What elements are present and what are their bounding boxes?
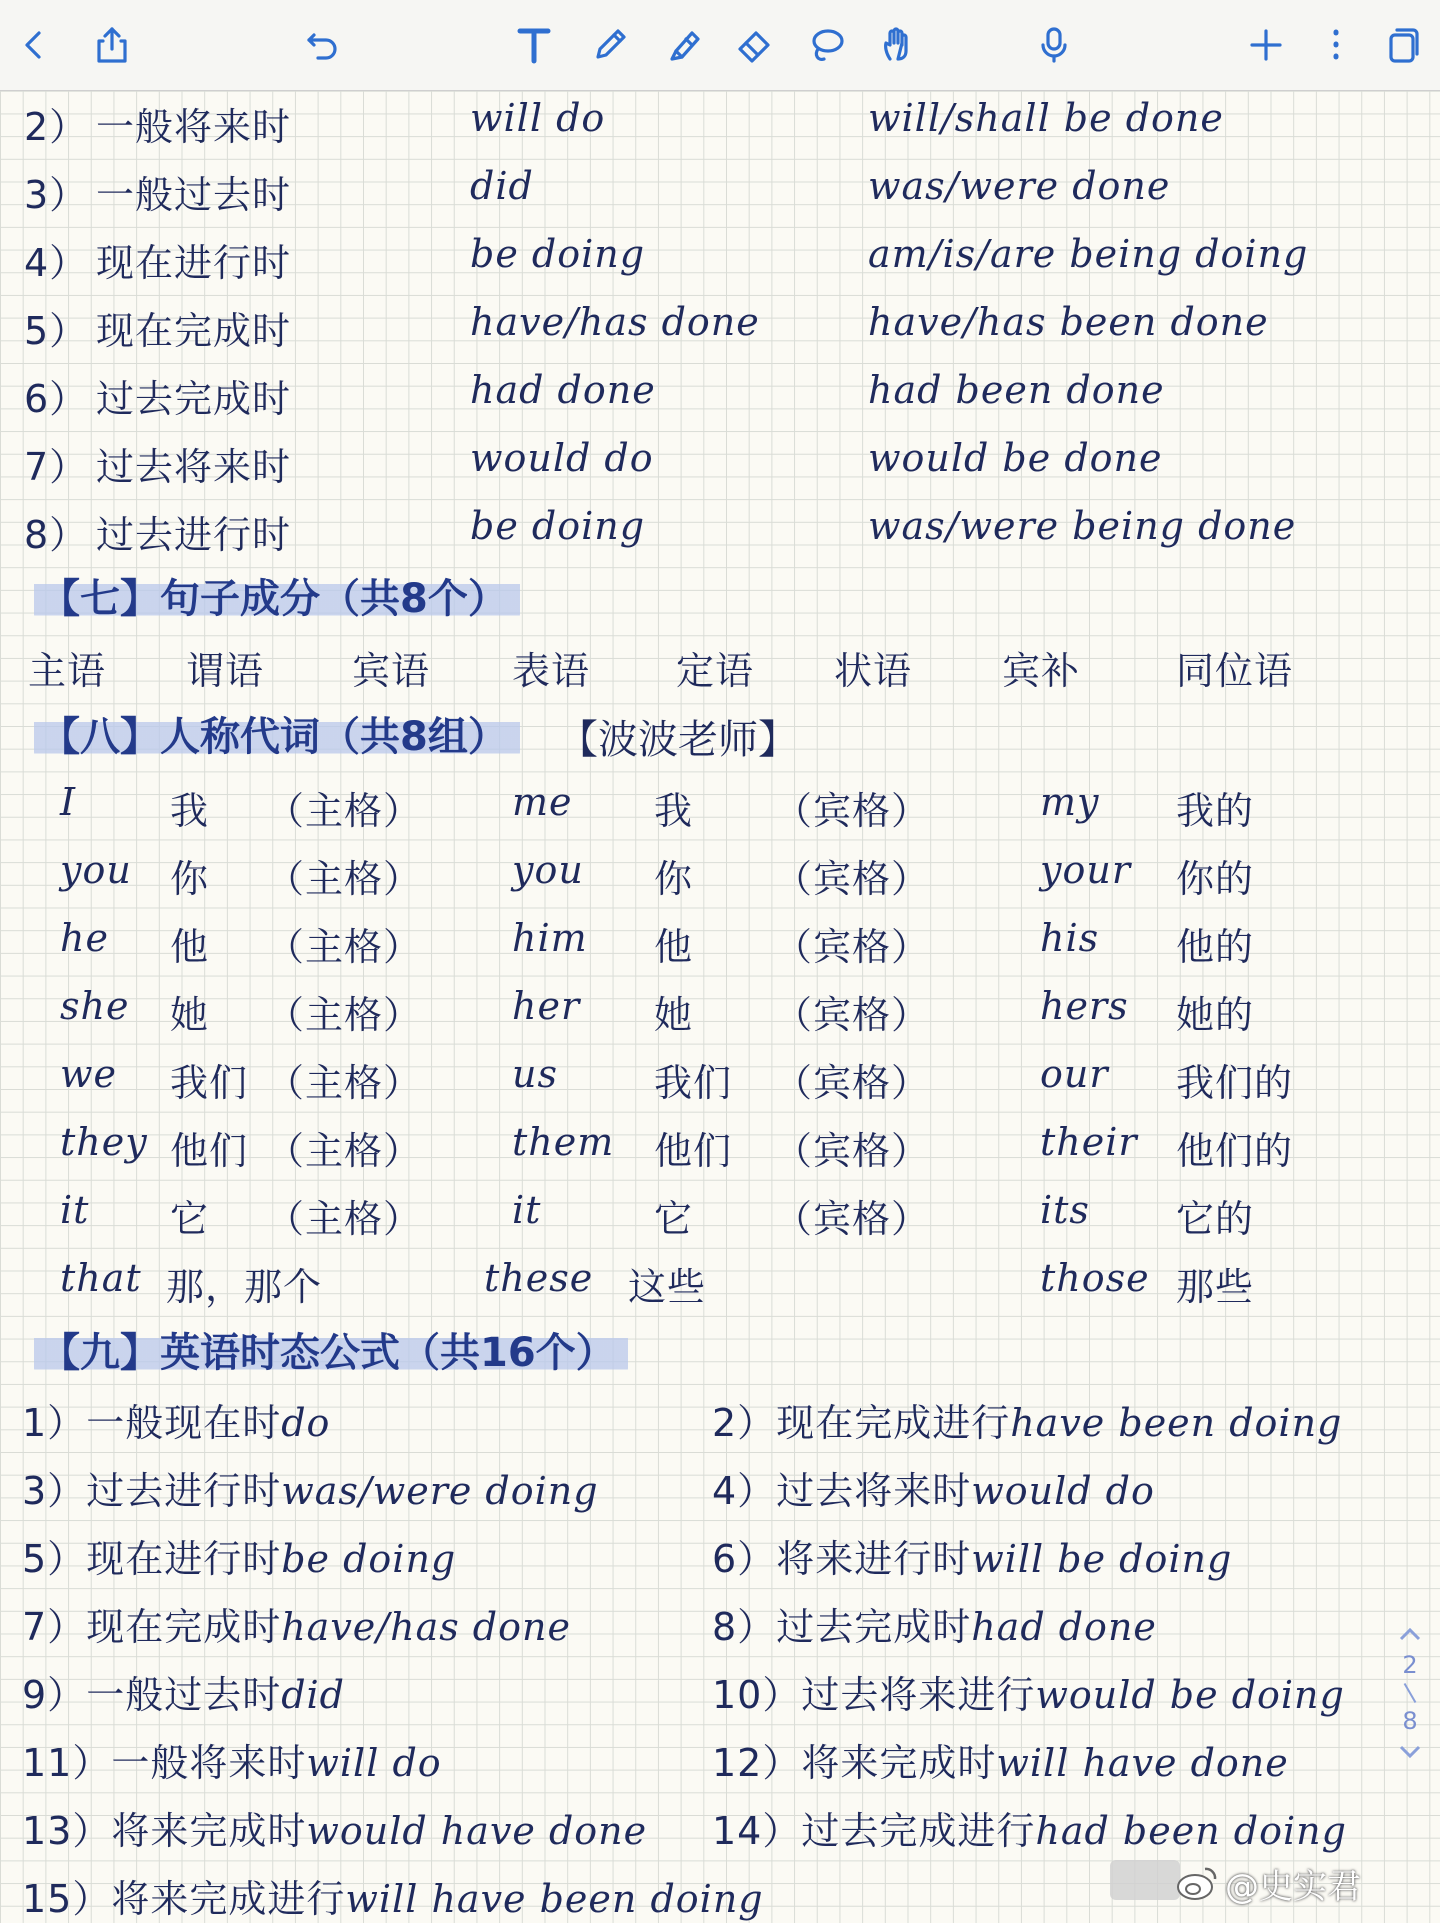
object-case-tag: （宾格） [774, 993, 931, 1037]
hand-icon[interactable] [868, 14, 928, 76]
pen-icon[interactable] [580, 14, 640, 76]
subject-pronoun-meaning: 我们 [170, 1061, 249, 1105]
possessive-meaning: 你的 [1176, 857, 1255, 901]
active-form: have/has done [470, 300, 760, 344]
formula-number: 14） [712, 1809, 802, 1853]
formula-english: would be doing [1035, 1673, 1345, 1717]
current-page: 2 [1402, 1651, 1418, 1679]
possessive-meaning: 她的 [1176, 993, 1255, 1037]
object-pronoun: it [512, 1188, 542, 1232]
formula-tense-name: 将来完成时 [801, 1741, 997, 1785]
formula-tense-name: 一般现在时 [86, 1401, 282, 1445]
subject-case-tag: （主格） [266, 857, 423, 901]
possessive-pronoun: his [1040, 916, 1100, 960]
formula-number: 9） [22, 1673, 87, 1717]
sentence-component: 同位语 [1176, 649, 1294, 693]
subject-pronoun-meaning: 我 [170, 789, 210, 833]
sentence-component: 表语 [512, 649, 591, 693]
active-form: had done [470, 368, 656, 412]
active-form: be doing [470, 504, 646, 548]
formula-tense-name: 现在进行时 [86, 1537, 282, 1581]
tense-name: 过去将来时 [96, 445, 292, 489]
subject-pronoun: I [60, 780, 77, 824]
passive-form: was/were done [868, 164, 1171, 208]
object-pronoun-meaning: 我 [654, 789, 694, 833]
object-pronoun: them [512, 1120, 615, 1164]
section-8-header: 【八】人称代词（共8组） [34, 706, 520, 760]
weibo-icon [1175, 1863, 1219, 1903]
subject-pronoun-meaning: 他们 [170, 1129, 249, 1173]
notebook-page [0, 90, 1440, 1920]
tense-number: 3） [24, 173, 89, 217]
tense-number: 6） [24, 377, 89, 421]
microphone-icon[interactable] [1024, 14, 1084, 76]
formula-number: 12） [712, 1741, 802, 1785]
tense-formula [22, 1732, 442, 1787]
formula-number: 1） [22, 1401, 87, 1445]
object-pronoun-meaning: 我们 [654, 1061, 733, 1105]
sentence-component: 状语 [834, 649, 913, 693]
eraser-icon[interactable] [724, 14, 784, 76]
formula-tense-name: 过去进行时 [86, 1469, 282, 1513]
tense-number: 2） [24, 105, 89, 149]
formula-number: 13） [22, 1809, 112, 1853]
possessive-pronoun: those [1040, 1256, 1150, 1300]
possessive-meaning: 他们的 [1176, 1129, 1294, 1173]
subject-case-tag: （主格） [266, 789, 423, 833]
possessive-pronoun: your [1040, 848, 1131, 892]
tense-formula [22, 1528, 456, 1583]
object-pronoun: these [484, 1256, 594, 1300]
section-9-header: 【九】英语时态公式（共16个） [34, 1322, 628, 1376]
tense-name: 过去完成时 [96, 377, 292, 421]
object-case-tag: （宾格） [774, 1197, 931, 1241]
tense-name: 现在完成时 [96, 309, 292, 353]
possessive-pronoun: our [1040, 1052, 1109, 1096]
tense-name: 现在进行时 [96, 241, 292, 285]
passive-form: was/were being done [868, 504, 1297, 548]
weibo-watermark [1175, 1858, 1361, 1908]
formula-english: do [281, 1401, 331, 1445]
formula-tense-name: 过去将来进行 [801, 1673, 1036, 1717]
formula-english: would have done [306, 1809, 648, 1853]
possessive-pronoun: its [1040, 1188, 1090, 1232]
teacher-tag: 【波波老师】 [558, 717, 798, 763]
object-pronoun: you [512, 848, 584, 892]
formula-tense-name: 一般将来时 [111, 1741, 307, 1785]
chevron-up-icon[interactable] [1395, 1620, 1425, 1650]
object-pronoun-meaning: 这些 [628, 1265, 707, 1309]
subject-pronoun-meaning: 它 [170, 1197, 210, 1241]
formula-tense-name: 过去将来时 [776, 1469, 972, 1513]
possessive-meaning: 它的 [1176, 1197, 1255, 1241]
subject-pronoun: we [60, 1052, 118, 1096]
add-icon[interactable] [1236, 14, 1296, 76]
active-form: did [470, 164, 534, 208]
tense-formula [22, 1664, 345, 1719]
subject-case-tag: （主格） [266, 993, 423, 1037]
formula-tense-name: 一般过去时 [86, 1673, 282, 1717]
possessive-pronoun: my [1040, 780, 1100, 824]
object-pronoun: us [512, 1052, 558, 1096]
tense-formula [712, 1596, 1157, 1651]
sentence-component: 宾补 [1002, 649, 1081, 693]
object-case-tag: （宾格） [774, 1129, 931, 1173]
tense-name: 一般将来时 [96, 105, 292, 149]
object-pronoun-meaning: 它 [654, 1197, 694, 1241]
subject-pronoun: they [60, 1120, 148, 1164]
formula-number: 7） [22, 1605, 87, 1649]
pages-icon[interactable] [1374, 14, 1434, 76]
subject-pronoun: it [60, 1188, 90, 1232]
formula-number: 8） [712, 1605, 777, 1649]
possessive-meaning: 我的 [1176, 789, 1255, 833]
tense-formula [712, 1392, 1342, 1447]
formula-english: will have been doing [345, 1877, 764, 1921]
formula-number: 11） [22, 1741, 112, 1785]
active-form: be doing [470, 232, 646, 276]
object-pronoun-meaning: 你 [654, 857, 694, 901]
text-icon[interactable] [504, 14, 564, 76]
subject-pronoun-meaning: 他 [170, 925, 210, 969]
passive-form: had been done [868, 368, 1165, 412]
formula-tense-name: 现在完成时 [86, 1605, 282, 1649]
formula-english: will have done [996, 1741, 1289, 1785]
formula-tense-name: 将来进行时 [776, 1537, 972, 1581]
tense-name: 一般过去时 [96, 173, 292, 217]
subject-pronoun-meaning: 那，那个 [166, 1265, 323, 1309]
subject-pronoun: that [60, 1256, 142, 1300]
formula-tense-name: 过去完成时 [776, 1605, 972, 1649]
object-pronoun-meaning: 他 [654, 925, 694, 969]
object-pronoun-meaning: 他们 [654, 1129, 733, 1173]
formula-english: was/were doing [281, 1469, 599, 1513]
blurred-region [1110, 1860, 1180, 1900]
lasso-icon[interactable] [796, 14, 856, 76]
tense-formula [22, 1596, 571, 1651]
formula-number: 4） [712, 1469, 777, 1513]
formula-english: have been doing [1010, 1401, 1343, 1445]
formula-number: 10） [712, 1673, 802, 1717]
sentence-component: 定语 [676, 649, 755, 693]
tense-formula [22, 1460, 599, 1515]
tense-formula [22, 1868, 764, 1923]
tense-name: 过去进行时 [96, 513, 292, 557]
sentence-component: 宾语 [352, 649, 431, 693]
passive-form: will/shall be done [868, 96, 1224, 140]
subject-pronoun: he [60, 916, 109, 960]
formula-tense-name: 过去完成进行 [801, 1809, 1036, 1853]
formula-tense-name: 将来完成进行 [111, 1877, 346, 1921]
formula-number: 5） [22, 1537, 87, 1581]
section-7-header: 【七】句子成分（共8个） [34, 568, 520, 622]
active-form: would do [470, 436, 654, 480]
possessive-meaning: 那些 [1176, 1265, 1255, 1309]
passive-form: am/is/are being doing [868, 232, 1309, 276]
subject-pronoun: you [60, 848, 132, 892]
tense-number: 7） [24, 445, 89, 489]
formula-english: had been doing [1035, 1809, 1347, 1853]
possessive-pronoun: their [1040, 1120, 1138, 1164]
undo-icon[interactable] [292, 14, 352, 76]
object-pronoun-meaning: 她 [654, 993, 694, 1037]
tense-formula [22, 1800, 647, 1855]
share-icon[interactable] [82, 14, 142, 76]
formula-number: 6） [712, 1537, 777, 1581]
watermark-text: @史实君 [1225, 1866, 1361, 1907]
formula-number: 2） [712, 1401, 777, 1445]
sentence-component: 谓语 [186, 649, 265, 693]
object-pronoun: me [512, 780, 573, 824]
subject-case-tag: （主格） [266, 925, 423, 969]
more-icon[interactable] [1306, 14, 1366, 76]
formula-tense-name: 将来完成时 [111, 1809, 307, 1853]
object-case-tag: （宾格） [774, 1061, 931, 1105]
tense-number: 4） [24, 241, 89, 285]
subject-pronoun-meaning: 她 [170, 993, 210, 1037]
formula-english: did [281, 1673, 346, 1717]
object-case-tag: （宾格） [774, 857, 931, 901]
tense-formula [712, 1460, 1155, 1515]
object-pronoun: him [512, 916, 588, 960]
top-toolbar [0, 0, 1440, 91]
subject-pronoun-meaning: 你 [170, 857, 210, 901]
possessive-pronoun: hers [1040, 984, 1129, 1028]
tense-formula [712, 1732, 1289, 1787]
formula-tense-name: 现在完成进行 [776, 1401, 1011, 1445]
subject-case-tag: （主格） [266, 1197, 423, 1241]
tense-number: 5） [24, 309, 89, 353]
object-pronoun: her [512, 984, 581, 1028]
formula-english: will be doing [971, 1537, 1233, 1581]
highlighter-icon[interactable] [654, 14, 714, 76]
sentence-component: 主语 [28, 649, 107, 693]
subject-pronoun: she [60, 984, 130, 1028]
formula-english: would do [971, 1469, 1155, 1513]
formula-english: had done [971, 1605, 1157, 1649]
formula-number: 3） [22, 1469, 87, 1513]
subject-case-tag: （主格） [266, 1061, 423, 1105]
formula-english: have/has done [281, 1605, 571, 1649]
formula-english: will do [306, 1741, 442, 1785]
passive-form: would be done [868, 436, 1163, 480]
active-form: will do [470, 96, 606, 140]
passive-form: have/has been done [868, 300, 1269, 344]
object-case-tag: （宾格） [774, 789, 931, 833]
tense-formula [712, 1528, 1232, 1583]
formula-number: 15） [22, 1877, 112, 1921]
formula-english: be doing [281, 1537, 457, 1581]
object-case-tag: （宾格） [774, 925, 931, 969]
tense-formula [712, 1664, 1345, 1719]
back-icon[interactable] [4, 14, 64, 76]
possessive-meaning: 我们的 [1176, 1061, 1294, 1105]
tense-number: 8） [24, 513, 89, 557]
tense-formula [22, 1392, 330, 1447]
chevron-down-icon[interactable] [1395, 1736, 1425, 1766]
total-pages: 8 [1402, 1707, 1418, 1735]
page-indicator [1388, 1620, 1432, 1820]
subject-case-tag: （主格） [266, 1129, 423, 1173]
possessive-meaning: 他的 [1176, 925, 1255, 969]
page-divider [1404, 1683, 1417, 1703]
tense-formula [712, 1800, 1347, 1855]
